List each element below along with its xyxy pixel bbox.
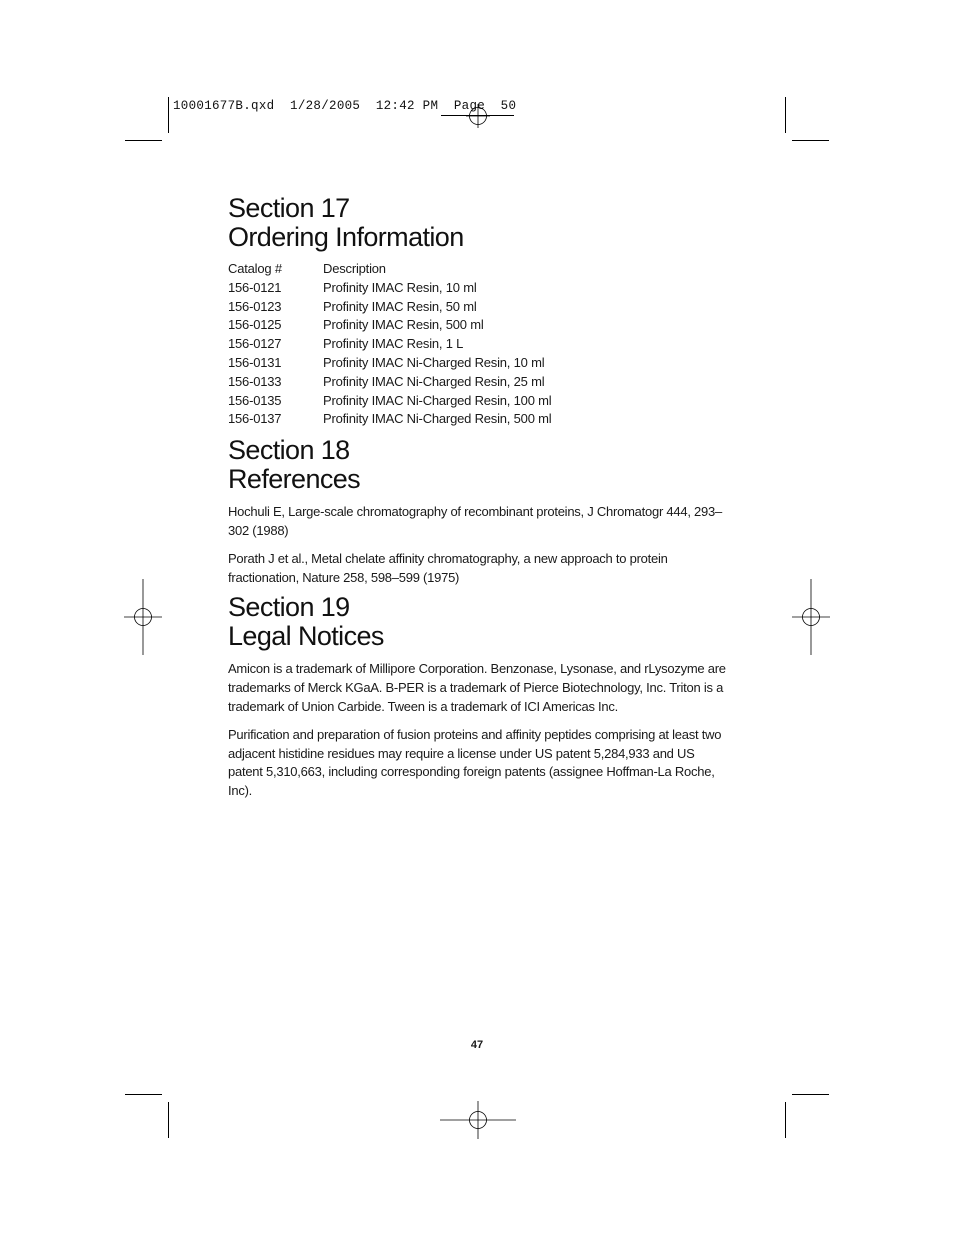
section-19-title: Legal Notices [228,621,384,652]
table-row [228,393,551,412]
catalog-number: 156-0135 [228,392,282,408]
legal-paragraph: Amicon is a trademark of Millipore Corporation. Benzonase, Lysonase, and rLysozyme are trademarks of Merck KGaA. B-PER is a trademark of Pierce Biotechnology, Inc. Triton is a trademark of Union Carbide. Tween is a trademark of ICI Americas Inc. [228,661,726,714]
catalog-number: 156-0123 [228,298,282,314]
crop-mark-top-left-vertical [168,97,169,133]
ordering-table-header [228,261,551,280]
section-18-title: References [228,464,361,495]
description-header: Description [323,261,386,276]
crop-mark-bottom-left-vertical [168,1102,169,1138]
catalog-number: 156-0121 [228,279,282,295]
catalog-header: Catalog # [228,261,282,276]
section-18-number: Section 18 [228,435,350,466]
catalog-number: 156-0127 [228,336,282,352]
product-description: Profinity IMAC Resin, 10 ml [323,279,477,295]
section-17-heading [228,194,728,252]
registration-mark-top [466,104,490,128]
product-description: Profinity IMAC Ni-Charged Resin, 10 ml [323,354,545,370]
table-row [228,336,551,355]
product-description: Profinity IMAC Resin, 1 L [323,336,464,352]
ordering-table [228,261,551,430]
printer-slug: 10001677B.qxd 1/28/2005 12:42 PM Page 50 [173,99,517,113]
crop-mark-top-right-horizontal [792,140,829,141]
crop-mark-bottom-right-vertical [785,1102,786,1138]
table-row [228,280,551,299]
crop-mark-bottom-right-horizontal [792,1094,829,1095]
product-description: Profinity IMAC Ni-Charged Resin, 100 ml [323,392,552,408]
reference-item: Porath J et al., Metal chelate affinity chromatography, a new approach to protein fractionation, Nature 258, 598–599 (1975) [228,550,668,585]
section-17-number: Section 17 [228,193,350,223]
page-content [228,194,728,801]
crop-mark-bottom-left-horizontal [125,1094,162,1095]
registration-mark-bottom [440,1101,516,1139]
catalog-number: 156-0131 [228,354,282,370]
legal-paragraph: Purification and preparation of fusion proteins and affinity peptides comprising at least two adjacent histidine residues may require a license under US patent 5,284,933 and US patent 5,310,663, including corresponding foreign patents (assignee Hoffman-La Roche, Inc). [228,726,722,799]
catalog-number: 156-0137 [228,411,282,427]
table-row [228,299,551,318]
section-19-number: Section 19 [228,592,350,623]
section-19-heading [228,593,728,651]
page-number: 47 [470,1039,484,1051]
table-row [228,411,551,430]
registration-mark-right [792,579,830,655]
table-row [228,317,551,336]
catalog-number: 156-0133 [228,373,282,389]
section-18-heading [228,436,728,494]
product-description: Profinity IMAC Ni-Charged Resin, 25 ml [323,373,545,389]
crop-mark-top-right-vertical [785,97,786,133]
registration-mark-left [124,579,162,655]
table-row [228,355,551,374]
catalog-number: 156-0125 [228,317,282,333]
reference-item: Hochuli E, Large-scale chromatography of recombinant proteins, J Chromatogr 444, 293–302 (1988) [228,504,722,538]
product-description: Profinity IMAC Resin, 50 ml [323,298,477,314]
table-row [228,374,551,393]
crop-mark-top-left-horizontal [125,140,162,141]
section-17-title: Ordering Information [228,222,464,252]
product-description: Profinity IMAC Ni-Charged Resin, 500 ml [323,411,552,427]
product-description: Profinity IMAC Resin, 500 ml [323,317,484,333]
